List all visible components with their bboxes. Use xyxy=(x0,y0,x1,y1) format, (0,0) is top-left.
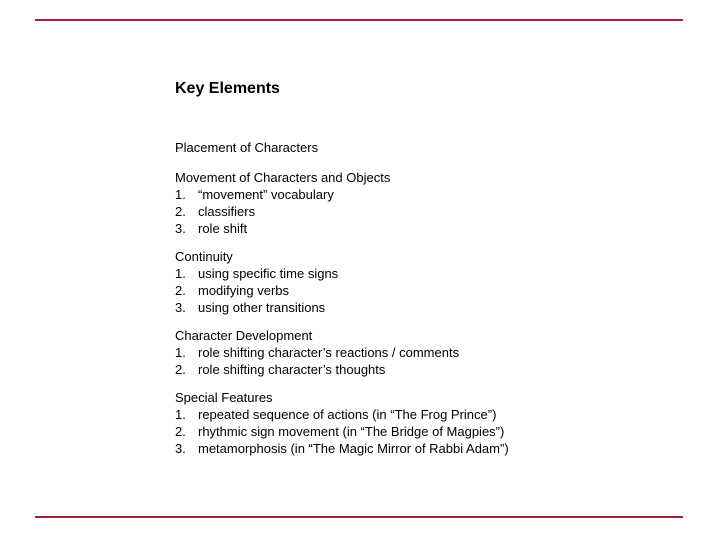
section-heading: Placement of Characters xyxy=(175,140,319,155)
section-heading: Character Development xyxy=(175,328,313,343)
item-text: using specific time signs xyxy=(198,266,339,281)
item-text: classifiers xyxy=(198,204,256,219)
item-number: 1. xyxy=(175,345,186,360)
key-elements-content xyxy=(175,139,509,468)
item-number: 2. xyxy=(175,204,186,219)
item-text: using other transitions xyxy=(198,300,326,315)
item-number: 3. xyxy=(175,441,186,456)
section-heading: Special Features xyxy=(175,390,273,405)
section-heading: Continuity xyxy=(175,249,233,264)
list-item xyxy=(175,361,509,378)
list-item xyxy=(175,220,509,237)
section-placement-of-characters xyxy=(175,139,509,156)
list-item xyxy=(175,406,509,423)
item-number: 2. xyxy=(175,424,186,439)
item-number: 3. xyxy=(175,221,186,236)
item-number: 1. xyxy=(175,407,186,422)
section-movement xyxy=(175,169,509,237)
item-number: 2. xyxy=(175,283,186,298)
list-item xyxy=(175,299,509,316)
item-text: “movement” vocabulary xyxy=(198,187,334,202)
item-text: role shifting character’s thoughts xyxy=(198,362,386,377)
numbered-list xyxy=(175,186,509,237)
list-item xyxy=(175,423,509,440)
list-item xyxy=(175,440,509,457)
section-character-development xyxy=(175,327,509,378)
item-text: metamorphosis (in “The Magic Mirror of Rabbi Adam”) xyxy=(198,441,509,456)
item-number: 2. xyxy=(175,362,186,377)
item-number: 1. xyxy=(175,266,186,281)
list-item xyxy=(175,186,509,203)
numbered-list xyxy=(175,265,509,316)
numbered-list xyxy=(175,406,509,457)
bottom-divider xyxy=(35,516,683,518)
section-continuity xyxy=(175,248,509,316)
item-text: role shift xyxy=(198,221,248,236)
list-item xyxy=(175,265,509,282)
item-text: role shifting character’s reactions / comments xyxy=(198,345,460,360)
item-text: rhythmic sign movement (in “The Bridge of Magpies”) xyxy=(198,424,505,439)
section-heading: Movement of Characters and Objects xyxy=(175,170,391,185)
list-item xyxy=(175,282,509,299)
numbered-list xyxy=(175,344,509,378)
item-number: 1. xyxy=(175,187,186,202)
top-divider xyxy=(35,19,683,21)
section-special-features xyxy=(175,389,509,457)
item-number: 3. xyxy=(175,300,186,315)
item-text: modifying verbs xyxy=(198,283,290,298)
slide-title: Key Elements xyxy=(175,80,280,97)
list-item xyxy=(175,344,509,361)
list-item xyxy=(175,203,509,220)
item-text: repeated sequence of actions (in “The Frog Prince”) xyxy=(198,407,497,422)
